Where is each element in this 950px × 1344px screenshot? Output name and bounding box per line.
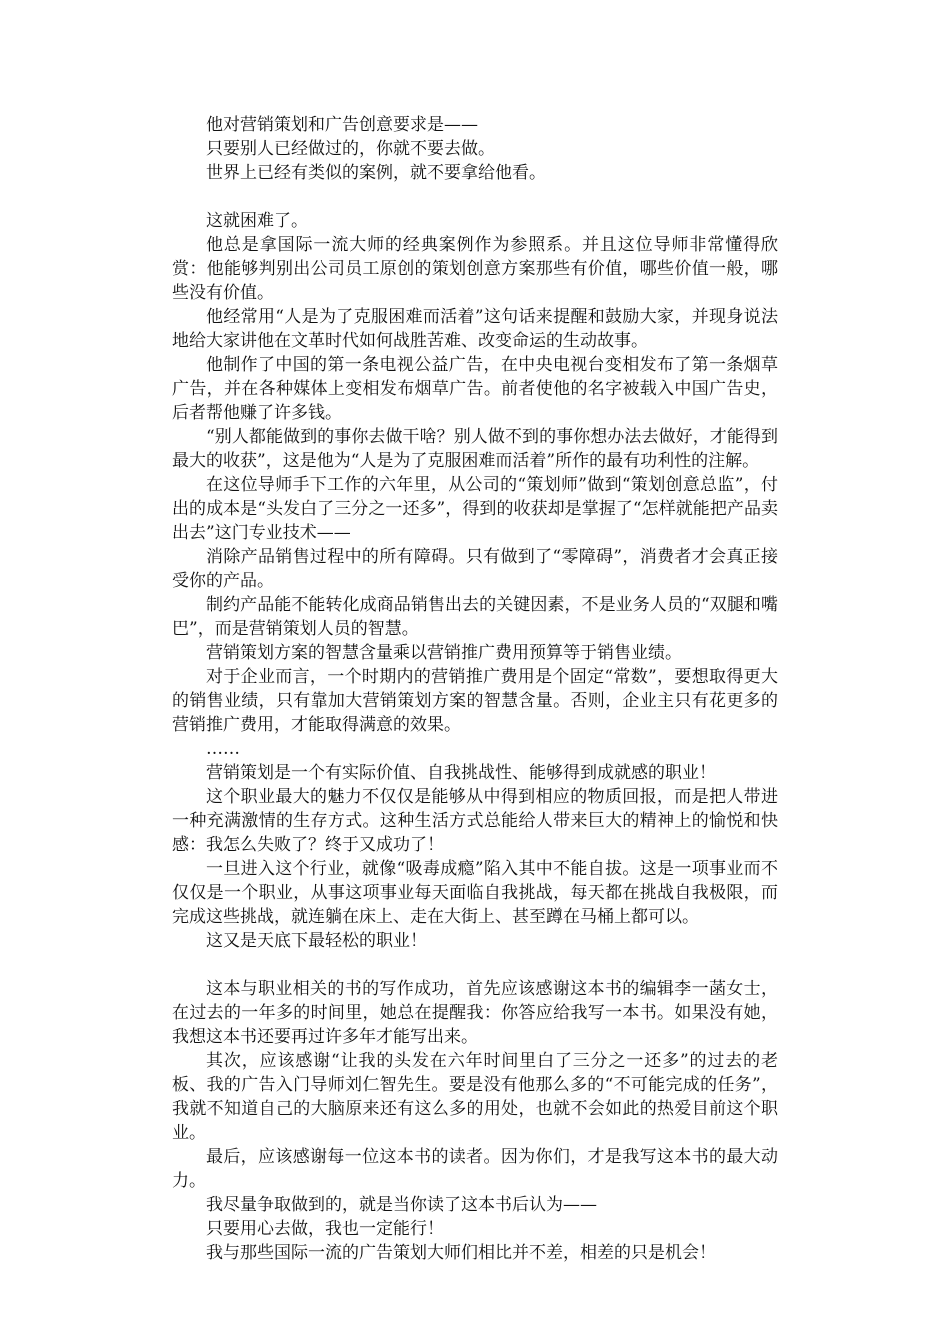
paragraph: 他经常用“人是为了克服困难而活着”这句话来提醒和鼓励大家，并现身说法地给大家讲他在文革时代如何战胜苦难、改变命运的生动故事。 [172, 307, 778, 351]
paragraph: 营销策划是一个有实际价值、自我挑战性、能够得到成就感的职业！ [206, 763, 716, 783]
paragraph: 在这位导师手下工作的六年里，从公司的“策划师”做到“策划创意总监”，付出的成本是“头发白了三分之一还多”，得到的收获却是掌握了“怎样就能把产品卖出去”这门专业技术—— [172, 475, 778, 543]
paragraph: 这个职业最大的魅力不仅仅是能够从中得到相应的物质回报，而是把人带进一种充满激情的生存方式。这种生活方式总能给人带来巨大的精神上的愉悦和快感：我怎么失败了？终于又成功了！ [172, 787, 778, 855]
paragraph: 只要用心去做，我也一定能行！ [206, 1219, 444, 1239]
paragraph: …… [206, 739, 240, 759]
paragraph: 他总是拿国际一流大师的经典案例作为参照系。并且这位导师非常懂得欣赏：他能够判别出公司员工原创的策划创意方案那些有价值，哪些价值一般，哪些没有价值。 [172, 235, 778, 303]
paragraph: 他制作了中国的第一条电视公益广告，在中央电视台变相发布了第一条烟草广告，并在各种媒体上变相发布烟草广告。前者使他的名字被载入中国广告史，后者帮他赚了许多钱。 [172, 355, 778, 423]
paragraph: 只要别人已经做过的，你就不要去做。 [206, 139, 495, 159]
paragraph: 这就困难了。 [206, 211, 308, 231]
paragraph: 他对营销策划和广告创意要求是—— [206, 115, 478, 135]
paragraph: 制约产品能不能转化成商品销售出去的关键因素，不是业务人员的“双腿和嘴巴”，而是营销策划人员的智慧。 [172, 595, 778, 639]
paragraph: 最后，应该感谢每一位这本书的读者。因为你们，才是我写这本书的最大动力。 [172, 1147, 778, 1191]
paragraph: 这又是天底下最轻松的职业！ [206, 931, 427, 951]
paragraph: 对于企业而言，一个时期内的营销推广费用是个固定“常数”，要想取得更大的销售业绩，只有靠加大营销策划方案的智慧含量。否则，企业主只有花更多的营销推广费用，才能取得满意的效果。 [172, 667, 778, 735]
paragraph: 世界上已经有类似的案例，就不要拿给他看。 [206, 163, 546, 183]
paragraph: 我尽量争取做到的，就是当你读了这本书后认为—— [206, 1195, 597, 1215]
paragraph: 这本与职业相关的书的写作成功，首先应该感谢这本书的编辑李一菡女士，在过去的一年多的时间里，她总在提醒我：你答应给我写一本书。如果没有她，我想这本书还要再过许多年才能写出来。 [172, 979, 778, 1047]
paragraph: 我与那些国际一流的广告策划大师们相比并不差，相差的只是机会！ [206, 1243, 716, 1263]
paragraph: 一旦进入这个行业，就像“吸毒成瘾”陷入其中不能自拔。这是一项事业而不仅仅是一个职业，从事这项事业每天面临自我挑战，每天都在挑战自我极限，而完成这些挑战，就连躺在床上、走在大街上、甚至蹲在马桶上都可以。 [172, 859, 778, 927]
paragraph: “别人都能做到的事你去做干啥？别人做不到的事你想办法去做好，才能得到最大的收获”，这是他为“人是为了克服困难而活着”所作的最有功利性的注解。 [172, 427, 778, 471]
paragraph: 消除产品销售过程中的所有障碍。只有做到了“零障碍”，消费者才会真正接受你的产品。 [172, 547, 778, 591]
paragraph: 其次，应该感谢“让我的头发在六年时间里白了三分之一还多”的过去的老板、我的广告入门导师刘仁智先生。要是没有他那么多的“不可能完成的任务”，我就不知道自己的大脑原来还有这么多的用处，也就不会如此的热爱目前这个职业。 [172, 1051, 778, 1143]
paragraph: 营销策划方案的智慧含量乘以营销推广费用预算等于销售业绩。 [206, 643, 682, 663]
body-text [172, 113, 778, 1265]
